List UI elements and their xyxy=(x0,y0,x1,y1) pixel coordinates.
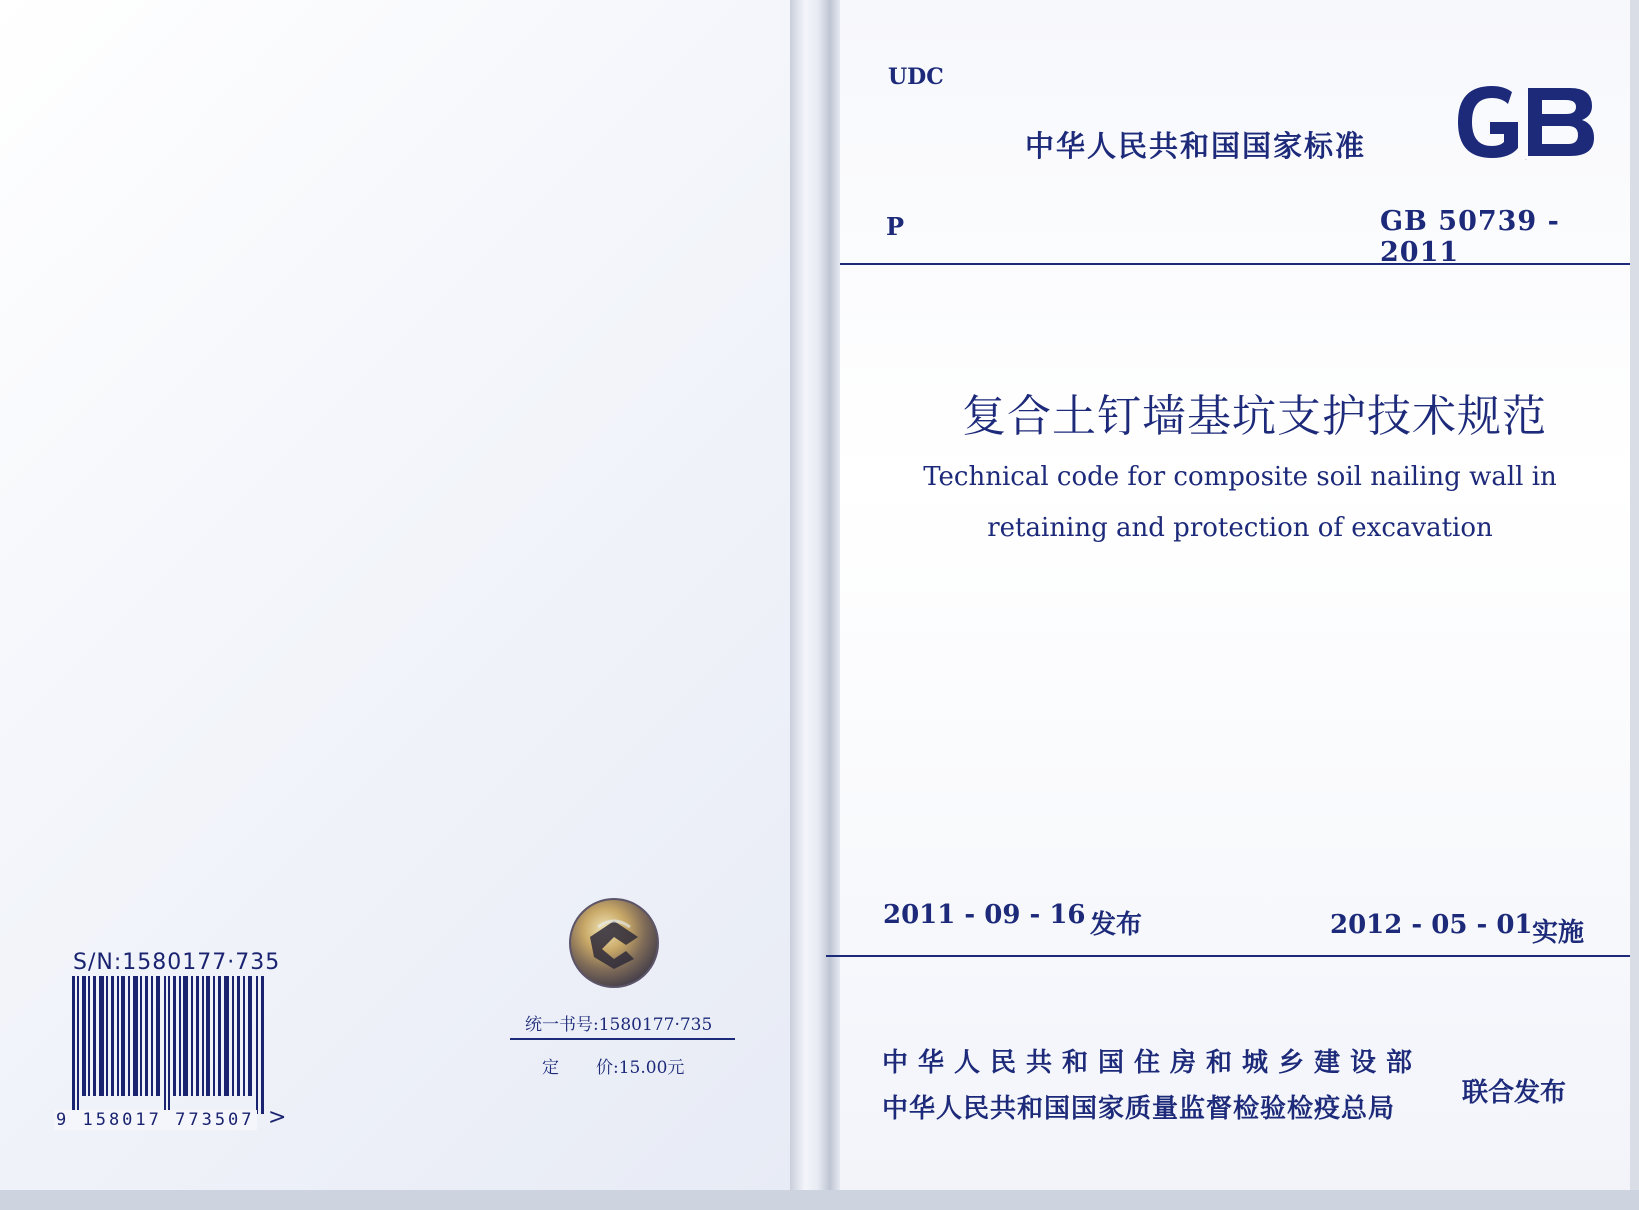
national-standard-heading: 中华人民共和国国家标准 xyxy=(1025,129,1367,163)
issue-label: 发布 xyxy=(1090,910,1143,940)
issuing-authority-2: 中华人民共和国国家质量监督检验检疫总局 xyxy=(882,1094,1396,1124)
hologram-seal-icon xyxy=(568,897,660,989)
title-chinese: 复合土钉墙基坑支护技术规范 xyxy=(962,391,1547,442)
serial-number-label: S/N:1580177·735 xyxy=(73,950,281,975)
udc-label: UDC xyxy=(888,64,944,90)
joint-issue-label: 联合发布 xyxy=(1462,1078,1567,1108)
footer-divider xyxy=(826,955,1630,957)
unified-book-number: 统一书号:1580177·735 xyxy=(525,1015,713,1035)
standard-number: GB 50739 - 2011 xyxy=(1380,206,1560,268)
price-divider xyxy=(510,1038,735,1040)
barcode-digits: 9 158017 773507 xyxy=(56,1110,255,1130)
classification-code: P xyxy=(886,212,905,241)
header-divider xyxy=(840,263,1630,265)
title-english-line-2: retaining and protection of excavation xyxy=(987,513,1493,543)
title-english-line-1: Technical code for composite soil nailing wall in xyxy=(923,462,1557,492)
implementation-date: 2012 - 05 - 01 xyxy=(1330,910,1533,940)
implementation-label: 实施 xyxy=(1532,918,1585,948)
svg-text:GB: GB xyxy=(1525,160,1527,161)
front-cover xyxy=(840,0,1630,1200)
book-spine xyxy=(790,0,840,1210)
issue-date: 2011 - 09 - 16 xyxy=(883,900,1086,930)
gb-logo-icon xyxy=(1452,82,1598,162)
price-value: 价:15.00元 xyxy=(596,1058,685,1078)
price-label: 定 xyxy=(542,1058,559,1078)
background-strip xyxy=(0,1190,1639,1210)
barcode-icon xyxy=(72,976,267,1114)
issuing-authority-1: 中华人民共和国住房和城乡建设部 xyxy=(882,1048,1423,1078)
barcode-quiet-zone-mark: > xyxy=(268,1105,287,1130)
